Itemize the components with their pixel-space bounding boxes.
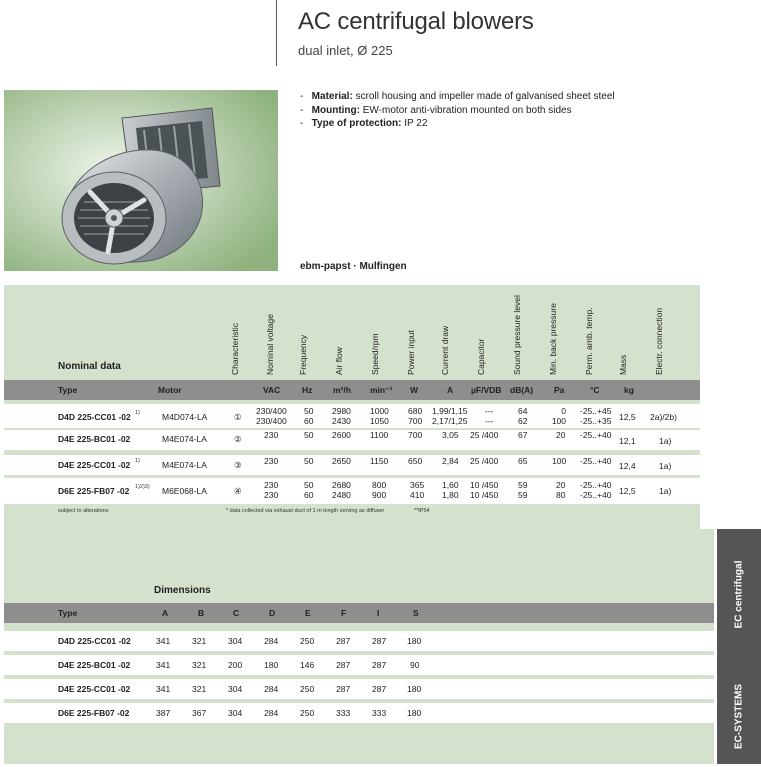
table-row [4,404,700,428]
row-motor: M6E068-LA [162,486,207,496]
unit-motor: Motor [158,385,182,395]
unit-press: Pa [554,385,565,395]
dim-col-s: S [413,608,419,618]
page-subtitle: dual inlet, Ø 225 [298,43,393,58]
dim-c: 200 [228,660,243,670]
row-mass: 12,5 [619,486,636,496]
row-cap: 10 /450 10 /450 [470,480,499,500]
alterations-note: subject to alterations [58,508,109,514]
row-cap: --- --- [485,406,494,426]
row-type: D4D 225-CC01 -02 [58,412,131,422]
dim-type: D4E 225-BC01 -02 [58,660,131,670]
row-footnote: 1) [135,458,140,464]
dimensions-header-bar [4,603,714,623]
ip-footnote: **IP54 [414,508,430,514]
table-row [4,655,714,675]
row-sound: 59 59 [518,480,528,500]
dim-e: 250 [300,684,315,694]
dim-col-type: Type [58,608,78,618]
row-vac: 230/400 230/400 [256,406,287,426]
table-row [4,631,714,651]
feature-item: - Material: scroll housing and impeller made of galvanised sheet steel [300,91,615,102]
row-motor: M4D074-LA [162,412,208,422]
row-vac: 230 230 [264,480,279,500]
table-row [4,430,700,450]
dim-i: 287 [372,636,387,646]
dim-col-c: C [233,608,240,618]
dimensions-panel [4,529,714,764]
row-mass: 12,5 [619,412,636,422]
unit-speed: min⁻¹ [370,385,393,395]
dim-type: D6E 225-FB07 -02 [58,708,130,718]
dimensions-label: Dimensions [154,585,211,596]
feature-item: - Mounting: EW-motor anti-vibration mounted on both sides [300,104,572,116]
row-hz: 50 [304,456,314,466]
row-mass: 12,1 [619,436,636,446]
brand-label: ebm-papst · Mulfingen [300,261,407,272]
row-connection: 2a)/2b) [650,412,677,422]
row-flow: 2680 2480 [332,480,351,500]
row-press: 20 80 [556,480,566,500]
row-speed: 800 900 [372,480,387,500]
dim-s: 180 [407,708,422,718]
row-connection: 1a) [659,486,672,496]
dim-i: 333 [372,708,387,718]
dim-i: 287 [372,684,387,694]
row-press: 100 [552,456,567,466]
unit-current: A [447,385,454,395]
title-divider [276,0,277,66]
row-type: D4E 225-BC01 -02 [58,434,131,444]
unit-temp: °C [590,385,600,395]
row-mass: 12,4 [619,461,636,471]
row-motor: M4E074-LA [162,434,207,444]
dim-col-a: A [162,608,169,618]
row-speed: 1150 [370,456,389,466]
row-characteristic: ④ [234,486,242,496]
dim-a: 341 [156,636,171,646]
dim-s: 180 [407,684,422,694]
row-sound: 64 62 [518,406,528,426]
dim-f: 287 [336,636,351,646]
table-row [4,679,714,699]
row-flow: 2600 [332,430,351,440]
blower-product-image [4,90,278,271]
row-temp: -25..+40 [580,456,612,466]
unit-mass: kg [624,385,634,395]
row-power: 700 [408,430,423,440]
side-tab-ec-centrifugal: EC centrifugal [733,560,745,629]
dim-col-b: B [198,608,205,618]
dim-type: D4E 225-CC01 -02 [58,684,131,694]
row-cap: 25 /400 [470,456,499,466]
dim-e: 250 [300,636,315,646]
dim-a: 341 [156,684,171,694]
dim-f: 287 [336,660,351,670]
row-sound: 65 [518,456,528,466]
page-title: AC centrifugal blowers [298,8,534,35]
dim-b: 321 [192,660,207,670]
dim-d: 284 [264,684,279,694]
dim-col-i: I [377,608,380,618]
data-footnote: * data collected via exhaust duct of 1 m length serving as diffuser [226,508,385,514]
row-characteristic: ① [234,412,242,422]
row-press: 0 100 [551,406,566,426]
row-motor: M4E074-LA [162,460,207,470]
nominal-unit-bar [4,380,700,400]
dim-a: 341 [156,660,171,670]
dim-b: 321 [192,636,207,646]
dim-col-e: E [305,608,311,618]
row-footnote: 1) [135,410,140,416]
row-temp: -25..+45 -25..+35 [580,406,612,426]
row-power: 680 700 [408,406,423,426]
table-row [4,703,714,723]
nominal-data-panel: Nominal data Characteristic Nominal voltage Frequency Air flow Speed/rpm Power input Current draw Capacitor Sound pressure level Min. back pressure Perm. amb. temp. Mass Electr. connection Type Motor VAC Hz m³/h min⁻¹ W A µF/VDB dB(A) Pa °C kg D4D 225-CC01 -02 1) M4D074-LA ① 230/400 230/400 50 60 2980 2430 1000 1050 680 700 1,99/1,15 2,17/1,25 --- --- 64 62 0 100 -25..+45 -25..+35 12,5 2a)/2b) D4E 225-BC01 -02 M4E074-LA ② 230 50 2600 1100 700 3,05 25 /400 67 20 -25..+40 12,1 1a) D4E 225-CC01 -02 1) M4E074-LA ③ 230 50 2650 1150 650 2,84 25 /400 65 100 -25..+40 12,4 1a) D6E 225-FB07 -02 1)2)3) M6E068-LA ④ 230 230 50 60 2680 2480 800 900 365 410 1,60 1,80 10 /450 10 /450 59 59 20 80 -25..+40 -25..+40 12,5 1a) subject to alterations * data collected via exhaust duct of 1 m length serving as diffuser **IP54 [4,285,700,529]
table-row [4,478,700,504]
row-temp: -25..+40 -25..+40 [580,480,612,500]
nominal-data-label: Nominal data [58,361,121,372]
row-flow: 2650 [332,456,351,466]
table-row [4,455,700,475]
row-temp: -25..+40 [580,430,612,440]
dim-s: 90 [410,660,420,670]
dim-b: 321 [192,684,207,694]
unit-flow: m³/h [333,385,351,395]
row-hz: 50 60 [304,406,314,426]
row-footnote: 1)2)3) [135,484,150,490]
row-cap: 25 /400 [470,430,499,440]
row-flow: 2980 2430 [332,406,351,426]
dim-c: 304 [228,708,243,718]
dim-a: 387 [156,708,171,718]
row-vac: 230 [264,430,279,440]
row-current: 1,99/1,15 2,17/1,25 [432,406,468,426]
row-connection: 1a) [659,461,672,471]
dim-col-f: F [341,608,347,618]
dim-d: 284 [264,708,279,718]
row-power: 365 410 [410,480,425,500]
row-connection: 1a) [659,436,672,446]
row-hz: 50 [304,430,314,440]
row-speed: 1100 [370,430,389,440]
unit-hz: Hz [302,385,313,395]
unit-vac: VAC [263,385,281,395]
dim-e: 250 [300,708,315,718]
dim-i: 287 [372,660,387,670]
dim-e: 146 [300,660,315,670]
row-current: 2,84 [442,456,459,466]
row-characteristic: ② [234,434,242,444]
dim-s: 180 [407,636,422,646]
side-tab [717,529,761,764]
dim-f: 287 [336,684,351,694]
row-sound: 67 [518,430,528,440]
unit-cap: µF/VDB [471,385,502,395]
row-type: D4E 225-CC01 -02 [58,460,131,470]
unit-type: Type [58,385,78,395]
dim-d: 284 [264,636,279,646]
dim-d: 180 [264,660,279,670]
dim-col-d: D [269,608,276,618]
row-current: 1,60 1,80 [442,480,459,500]
row-vac: 230 [264,456,279,466]
row-press: 20 [556,430,566,440]
row-characteristic: ③ [234,460,242,470]
row-hz: 50 60 [304,480,314,500]
dim-type: D4D 225-CC01 -02 [58,636,131,646]
side-tab-ec-systems: EC-SYSTEMS [733,684,745,750]
row-current: 3,05 [442,430,459,440]
feature-item: - Type of protection: IP 22 [300,118,428,129]
feature-list [300,90,615,131]
unit-power: W [410,385,419,395]
dim-c: 304 [228,636,243,646]
dim-c: 304 [228,684,243,694]
row-type: D6E 225-FB07 -02 [58,486,130,496]
row-power: 650 [408,456,423,466]
dim-f: 333 [336,708,351,718]
row-speed: 1000 1050 [370,406,389,426]
dim-b: 367 [192,708,207,718]
unit-sound: dB(A) [510,385,534,395]
